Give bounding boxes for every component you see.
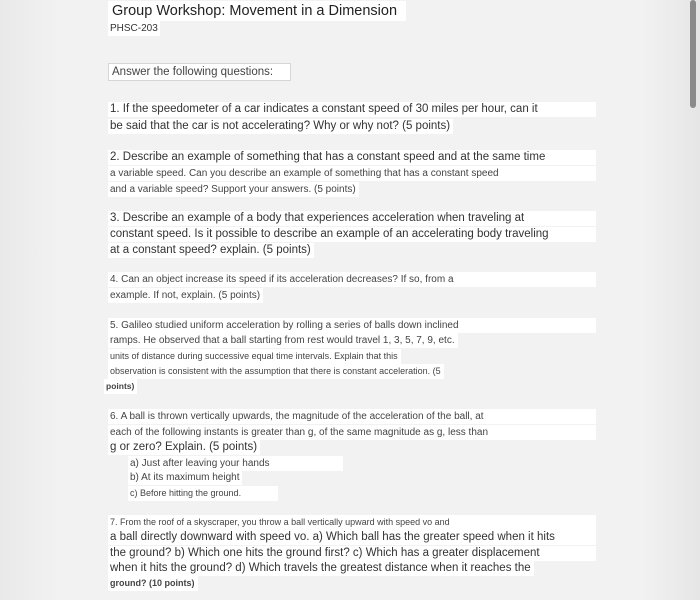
question-7-line-4: when it hits the ground? d) Which travels the greatest distance when it reaches the [108, 561, 534, 576]
question-5-line-5: points) [104, 379, 137, 394]
question-6-line-1: 6. A ball is thrown vertically upwards, the magnitude of the acceleration of the ball, at [108, 409, 596, 424]
question-6-part-b: b) At its maximum height [128, 470, 242, 485]
question-4-line-2: example. If not, explain. (5 points) [108, 288, 263, 303]
question-3-line-3: at a constant speed? explain. (5 points) [108, 243, 314, 258]
question-6-part-c: c) Before hitting the ground. [128, 486, 278, 501]
question-1-line-1: 1. If the speedometer of a car indicates a constant speed of 30 miles per hour, can it [108, 102, 596, 117]
question-2-line-3: and a variable speed? Support your answers. (5 points) [108, 182, 359, 197]
question-5-line-4: observation is consistent with the assumption that there is constant acceleration. (5 [108, 364, 444, 379]
question-6-line-2: each of the following instants is greater than g, of the same magnitude as g, less than [108, 425, 596, 440]
vertical-scrollbar[interactable] [690, 0, 698, 600]
question-3-line-1: 3. Describe an example of a body that experiences acceleration when traveling at [108, 211, 596, 226]
question-7-line-2: a ball directly downward with speed vo. a) Which ball has the greater speed when it hits [108, 530, 596, 545]
scrollbar-thumb[interactable] [690, 0, 696, 108]
page-title: Group Workshop: Movement in a Dimension [108, 1, 406, 21]
question-3-line-2: constant speed. Is it possible to describe an example of an accelerating body traveling [108, 227, 596, 242]
question-5-line-2: ramps. He observed that a ball starting from rest would travel 1, 3, 5, 7, 9, etc. [108, 333, 458, 348]
instructions-text: Answer the following questions: [108, 63, 291, 81]
question-7-line-3: the ground? b) Which one hits the ground first? c) Which has a greater displacement [108, 546, 596, 561]
question-2-line-2: a variable speed. Can you describe an example of something that has a constant speed [108, 166, 596, 181]
course-code: PHSC-203 [108, 21, 160, 36]
question-1-line-2: be said that the car is not accelerating? Why or why not? (5 points) [108, 119, 453, 134]
question-7-line-5: ground? (10 points) [108, 576, 198, 591]
question-5-line-1: 5. Galileo studied uniform acceleration by rolling a series of balls down inclined [108, 318, 596, 333]
question-7-line-1: 7. From the roof of a skyscraper, you throw a ball vertically upward with speed vo and [108, 515, 596, 530]
question-6-part-a: a) Just after leaving your hands [128, 456, 343, 471]
question-5-line-3: units of distance during successive equal time intervals. Explain that this [108, 349, 401, 364]
question-2-line-1: 2. Describe an example of something that has a constant speed and at the same time [108, 150, 596, 165]
question-6-line-3: g or zero? Explain. (5 points) [108, 440, 260, 455]
question-4-line-1: 4. Can an object increase its speed if its acceleration decreases? If so, from a [108, 272, 596, 287]
